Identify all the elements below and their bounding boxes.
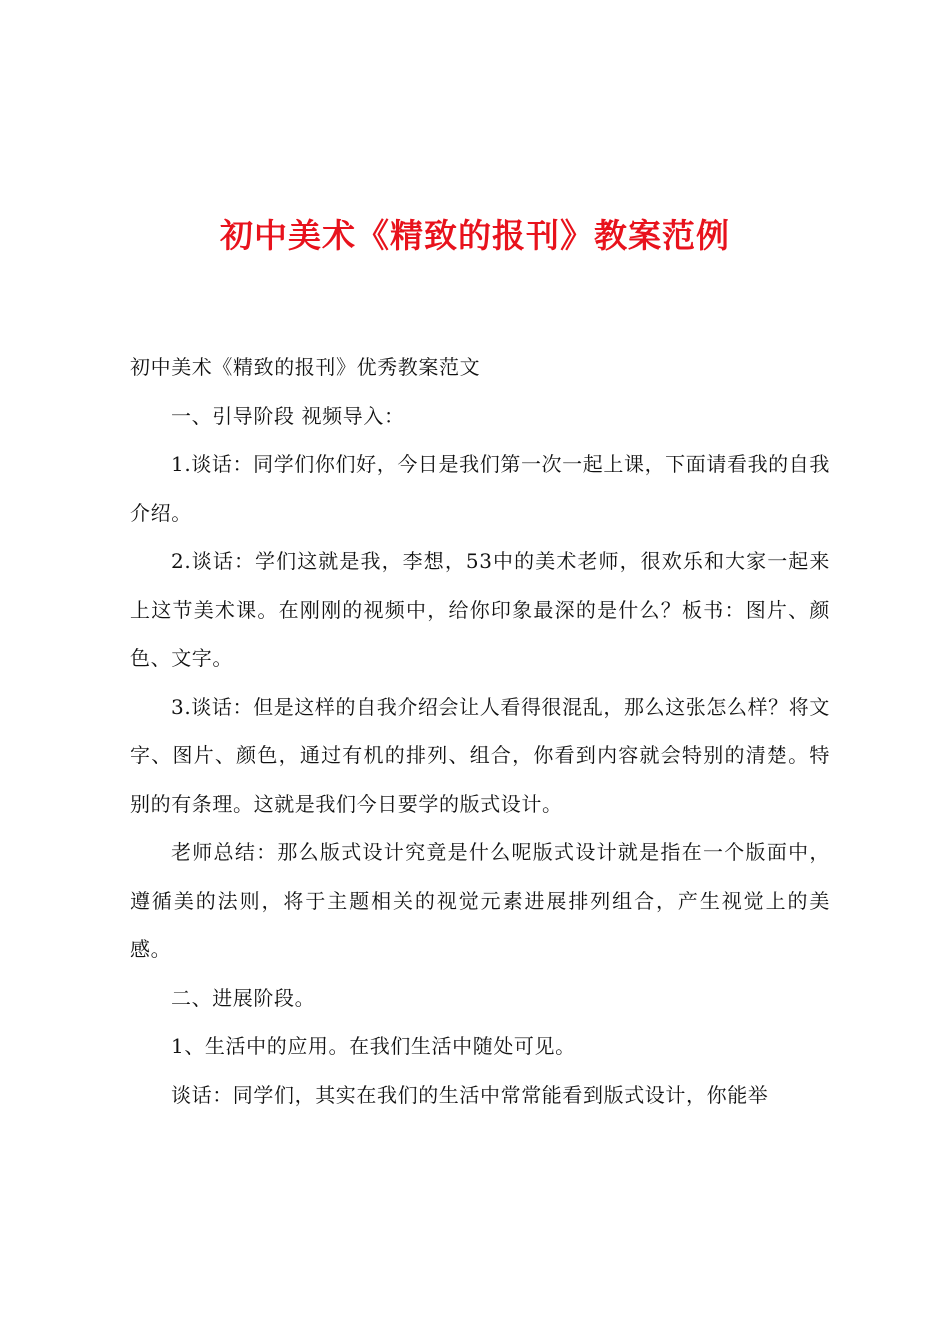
document-title: 初中美术《精致的报刊》教案范例 bbox=[220, 216, 730, 255]
paragraph-talk-3: 3.谈话：但是这样的自我介绍会让人看得很混乱，那么这张怎么样？将文字、图片、颜色，通过有机的排列、组合，你看到内容就会特别的清楚。特别的有条理。这就是我们今日要学的版式设计。 bbox=[130, 694, 830, 816]
paragraph-section-2-heading: 二、进展阶段。 bbox=[171, 985, 316, 1010]
document-body bbox=[130, 343, 830, 1119]
paragraph-talk-4: 谈话：同学们，其实在我们的生活中常常能看到版式设计，你能举 bbox=[171, 1082, 769, 1107]
paragraph-teacher-summary: 老师总结：那么版式设计究竟是什么呢版式设计就是指在一个版面中，遵循美的法则，将于主题相关的视觉元素进展排列组合，产生视觉上的美感。 bbox=[130, 840, 830, 961]
paragraph-talk-1: 1.谈话：同学们你们好，今日是我们第一次一起上课，下面请看我的自我介绍。 bbox=[130, 452, 830, 525]
paragraph-subtitle: 初中美术《精致的报刊》优秀教案范文 bbox=[130, 355, 481, 379]
paragraph-section-1-heading: 一、引导阶段 视频导入： bbox=[171, 403, 405, 428]
paragraph-talk-2: 2.谈话：学们这就是我，李想，53中的美术老师，很欢乐和大家一起来上这节美术课。在刚刚的视频中，给你印象最深的是什么？板书：图片、颜色、文字。 bbox=[130, 549, 830, 670]
paragraph-life-application: 1、生活中的应用。在我们生活中随处可见。 bbox=[171, 1034, 576, 1058]
